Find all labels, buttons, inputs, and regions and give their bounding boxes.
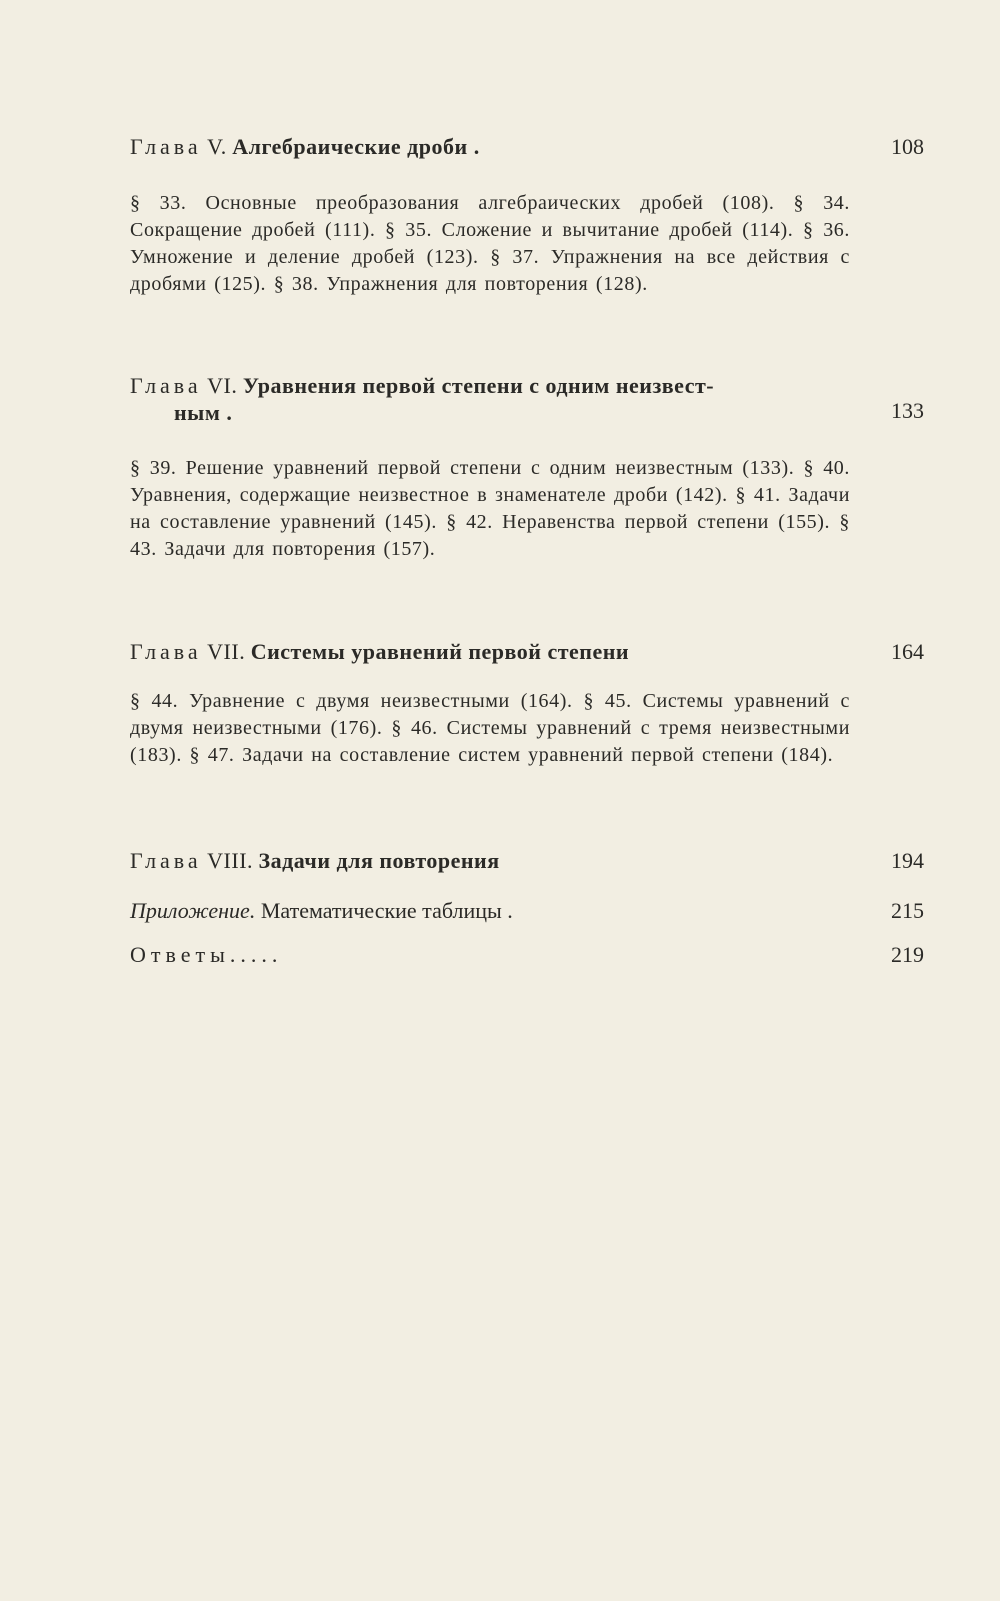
chapter-7-page: 164	[891, 639, 924, 664]
chapter-6-heading	[130, 372, 865, 426]
chapter-title-line2: ным .	[174, 400, 233, 425]
chapter-8-heading	[130, 847, 865, 874]
chapter-title-line1: Уравнения первой степени с одним неизвест-	[242, 373, 715, 398]
chapter-5-sections: § 33. Основные преобразования алгебраических дробей (108). § 34. Сокращение дробей (111). § 35. Сложение и вычитание дробей (114). § 36. Умножение и деление дробей (123). § 37. Упражнения на все действия с дробями (125). § 38. Упражнения для повторения (128).	[130, 192, 850, 295]
chapter-number: VII.	[207, 639, 246, 664]
chapter-number: VI.	[207, 373, 238, 398]
answers-page: 219	[891, 942, 924, 967]
chapter-title: Системы уравнений первой степени	[250, 639, 630, 664]
chapter-label: Глава	[130, 134, 202, 159]
chapter-7-sections: § 44. Уравнение с двумя неизвестными (164). § 45. Системы уравнений с двумя неизвестными (176). § 46. Системы уравнений с тремя неизвестными (183). § 47. Задачи на составление систем уравнений первой степени (184).	[130, 690, 850, 766]
appendix-title: Математические таблицы .	[260, 898, 513, 923]
chapter-title: Алгебраические дроби .	[232, 134, 480, 159]
chapter-6-page: 133	[891, 398, 924, 423]
answers-entry	[130, 941, 282, 968]
chapter-6-sections: § 39. Решение уравнений первой степени с одним неизвестным (133). § 40. Уравнения, содержащие неизвестное в знаменателе дроби (142). § 41. Задачи на составление уравнений (145). § 42. Неравенства первой степени (155). § 43. Задачи для повторения (157).	[130, 457, 850, 560]
chapter-7-heading	[130, 638, 865, 665]
appendix-entry	[130, 897, 513, 924]
chapter-number: VIII.	[207, 848, 254, 873]
chapter-8-page: 194	[891, 848, 924, 873]
chapter-title: Задачи для повторения	[258, 848, 500, 873]
appendix-label: Приложение.	[130, 898, 256, 923]
chapter-label: Глава	[130, 373, 202, 398]
chapter-5-page: 108	[891, 134, 924, 159]
chapter-label: Глава	[130, 639, 202, 664]
chapter-5-heading	[130, 133, 865, 160]
chapter-number: V.	[207, 134, 227, 159]
chapter-label: Глава	[130, 848, 202, 873]
answers-label: Ответы.....	[130, 942, 283, 967]
appendix-page: 215	[891, 898, 924, 923]
